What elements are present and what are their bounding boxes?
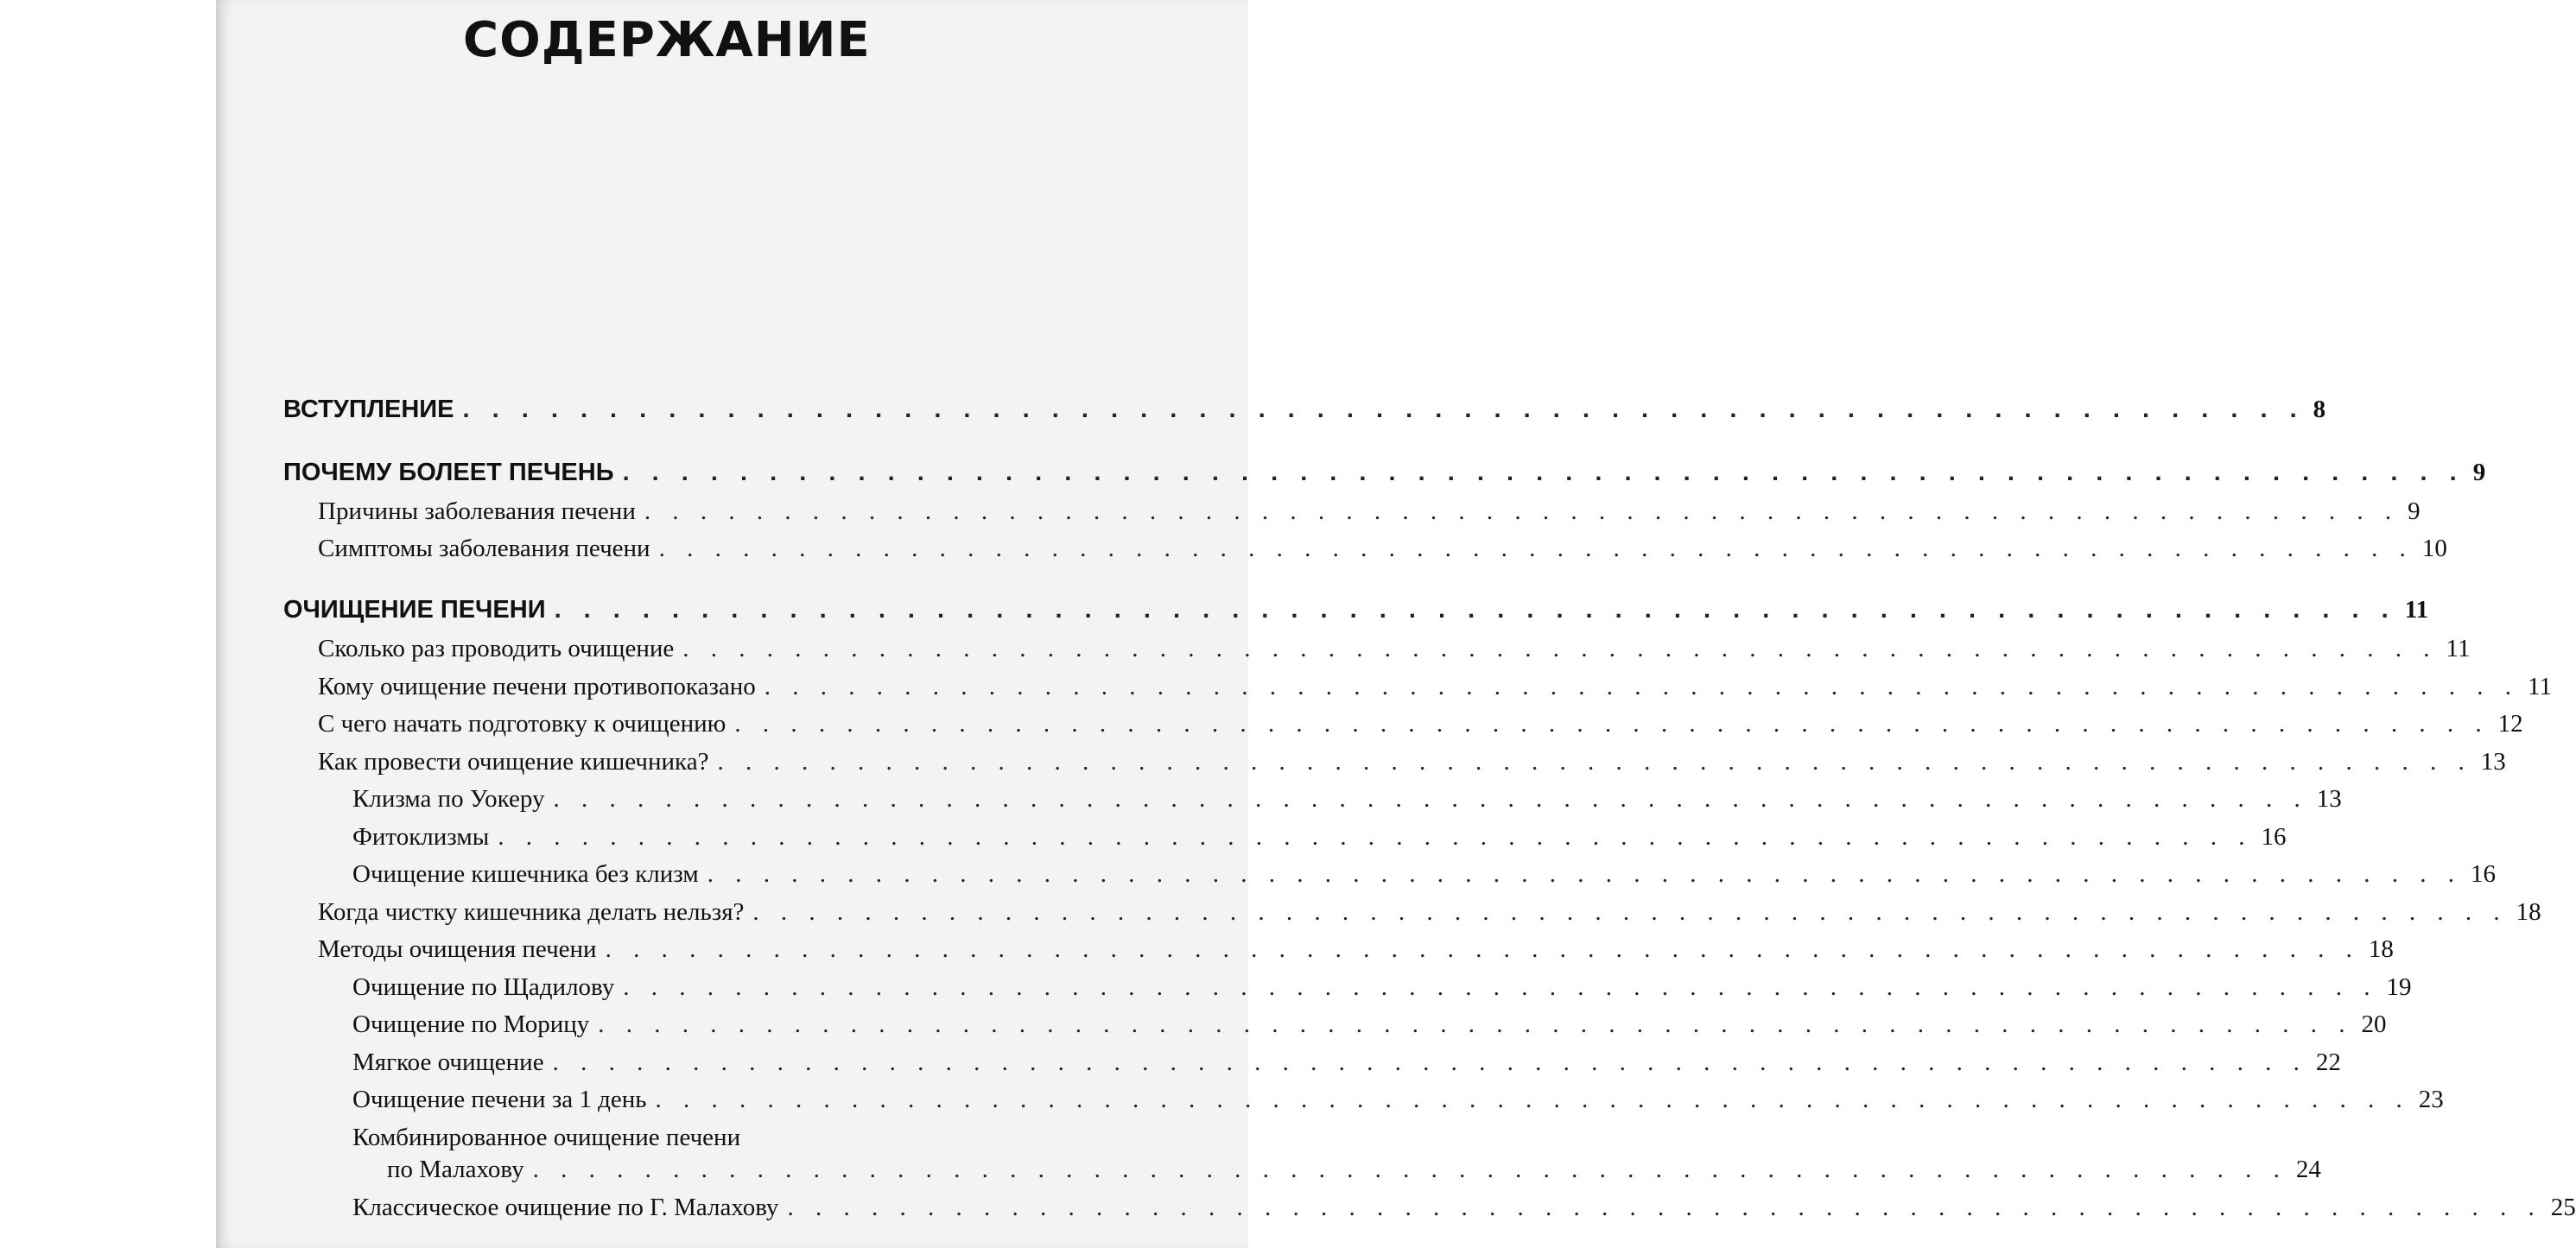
- toc-entry-label: Очищение печени за 1 день: [352, 1086, 647, 1113]
- leader-dots: . . . . . . . . . . . . . . . . . . . . . . . . . . . . . . . . . . . . . . . . . . . . . . . . . . . . . . . . . . . . . . .: [622, 459, 2465, 486]
- toc-entry-label: Мягкое очищение: [352, 1048, 544, 1076]
- toc-entry-label: Фитоклизмы: [352, 823, 490, 851]
- toc-entry-label: Очищение по Морицу: [352, 1010, 590, 1038]
- toc-entry-page: 13: [2316, 785, 2342, 813]
- toc-entry-label: Методы очищения печени: [318, 935, 597, 963]
- toc-entry-why-liver-hurts: [283, 457, 2486, 488]
- toc-entry-shchadilov: [352, 972, 2412, 1003]
- leader-dots: . . . . . . . . . . . . . . . . . . . . . . . . . . . . . . . . . . . . . . . . . . . . . . . . . . . . . . . . . . . . . . .: [554, 596, 2396, 624]
- toc-entry-walker-enema: [352, 783, 2342, 814]
- toc-entry-without-enemas: [352, 858, 2496, 890]
- toc-entry-page: 9: [2408, 497, 2421, 525]
- toc-entry-label: ОЧИЩЕНИЕ ПЕЧЕНИ: [283, 596, 546, 624]
- toc-entry-phyto-enemas: [352, 821, 2287, 852]
- toc-entry-page: 22: [2315, 1048, 2341, 1076]
- leader-dots: . . . . . . . . . . . . . . . . . . . . . . . . . . . . . . . . . . . . . . . . . . . . . . . . . . . . . . . . . . . . . . .: [682, 635, 2438, 662]
- toc-entry-page: 24: [2295, 1156, 2321, 1183]
- toc-entry-page: 11: [2404, 596, 2429, 624]
- toc-entry-causes: [318, 496, 2421, 527]
- toc-entry-label: ВСТУПЛЕНИЕ: [283, 396, 454, 423]
- leader-dots: . . . . . . . . . . . . . . . . . . . . . . . . . . . . . . . . . . . . . . . . . . . . . . . . . . . . . . . . . . . . . . .: [553, 785, 2308, 813]
- leader-dots: . . . . . . . . . . . . . . . . . . . . . . . . . . . . . . . . . . . . . . . . . . . . . . . . . . . . . . . . . . . . . . .: [644, 497, 2400, 525]
- leader-dots: . . . . . . . . . . . . . . . . . . . . . . . . . . . . . . . . . . . . . . . . . . . . . . . . . . . . . . . . . . . . . . .: [462, 396, 2305, 423]
- toc-entry-page: 11: [2528, 673, 2552, 700]
- toc-entry-liver-cleansing: [283, 594, 2429, 625]
- toc-entry-page: 9: [2472, 459, 2486, 486]
- page-title: СОДЕРЖАНИЕ: [463, 12, 871, 68]
- toc-entry-moritz: [352, 1009, 2387, 1040]
- toc-entry-page: 8: [2313, 396, 2326, 423]
- toc-entry-methods: [318, 934, 2394, 965]
- toc-entry-label: Сколько раз проводить очищение: [318, 635, 675, 662]
- toc-entry-how-many-times: [318, 633, 2471, 664]
- toc-entry-page: 23: [2418, 1086, 2444, 1113]
- toc-entry-label: по Малахову: [387, 1156, 524, 1183]
- leader-dots: . . . . . . . . . . . . . . . . . . . . . . . . . . . . . . . . . . . . . . . . . . . . . . . . . . . . . . . . . . . . . . .: [498, 823, 2253, 851]
- toc-entry-label: Очищение по Щадилову: [352, 973, 615, 1001]
- leader-dots: . . . . . . . . . . . . . . . . . . . . . . . . . . . . . . . . . . . . . . . . . . . . . . . . . . . . . . . . . . . . . . .: [598, 1010, 2353, 1038]
- toc-entry-label: Классическое очищение по Г. Малахову: [352, 1194, 779, 1221]
- toc-entry-intro: [283, 394, 2326, 425]
- leader-dots: . . . . . . . . . . . . . . . . . . . . . . . . . . . . . . . . . . . . . . . . . . . . . . . . . . . . . . . . . . . . . . .: [764, 673, 2520, 700]
- toc-entry-when-not-allowed: [318, 896, 2541, 928]
- toc-entry-page: 25: [2550, 1194, 2576, 1221]
- leader-dots: . . . . . . . . . . . . . . . . . . . . . . . . . . . . . . . . . . . . . . . . . . . . . . . . . . . . . . . . . . . . . . .: [532, 1156, 2287, 1183]
- leader-dots: . . . . . . . . . . . . . . . . . . . . . . . . . . . . . . . . . . . . . . . . . . . . . . . . . . . . . . . . . . . . . . .: [658, 535, 2414, 562]
- toc-entry-one-day: [352, 1084, 2444, 1115]
- leader-dots: . . . . . . . . . . . . . . . . . . . . . . . . . . . . . . . . . . . . . . . . . . . . . . . . . . . . . . . . . . . . . . .: [552, 1048, 2307, 1076]
- toc-entry-soft-cleansing: [352, 1047, 2341, 1078]
- toc-entry-label: Причины заболевания печени: [318, 497, 636, 525]
- leader-dots: . . . . . . . . . . . . . . . . . . . . . . . . . . . . . . . . . . . . . . . . . . . . . . . . . . . . . . . . . . . . . . .: [752, 898, 2508, 926]
- toc-entry-page: 16: [2261, 823, 2287, 851]
- toc-entry-page: 20: [2361, 1010, 2387, 1038]
- leader-dots: . . . . . . . . . . . . . . . . . . . . . . . . . . . . . . . . . . . . . . . . . . . . . . . . . . . . . . . . . . . . . . .: [605, 935, 2360, 963]
- toc-entry-preparation: [318, 708, 2523, 739]
- toc-entry-page: 12: [2497, 710, 2523, 738]
- toc-entry-page: 13: [2480, 748, 2506, 776]
- toc-entry-label: Когда чистку кишечника делать нельзя?: [318, 898, 745, 926]
- toc-entry-page: 18: [2368, 935, 2394, 963]
- toc-entry-page: 11: [2446, 635, 2471, 662]
- toc-entry-label: С чего начать подготовку к очищению: [318, 710, 726, 738]
- leader-dots: . . . . . . . . . . . . . . . . . . . . . . . . . . . . . . . . . . . . . . . . . . . . . . . . . . . . . . . . . . . . . . .: [717, 748, 2472, 776]
- toc-entry-label: Кому очищение печени противопоказано: [318, 673, 756, 700]
- leader-dots: . . . . . . . . . . . . . . . . . . . . . . . . . . . . . . . . . . . . . . . . . . . . . . . . . . . . . . . . . . . . . . .: [707, 860, 2462, 888]
- leader-dots: . . . . . . . . . . . . . . . . . . . . . . . . . . . . . . . . . . . . . . . . . . . . . . . . . . . . . . . . . . . . . . .: [655, 1086, 2410, 1113]
- toc-entry-page: 18: [2516, 898, 2541, 926]
- toc-entry-symptoms: [318, 533, 2447, 564]
- toc-entry-contraindications: [318, 671, 2552, 702]
- toc-entry-page: 19: [2386, 973, 2412, 1001]
- toc-entry-label: Клизма по Уокеру: [352, 785, 545, 813]
- toc-entry-page: 10: [2421, 535, 2447, 562]
- toc-entry-page: 16: [2470, 860, 2496, 888]
- leader-dots: . . . . . . . . . . . . . . . . . . . . . . . . . . . . . . . . . . . . . . . . . . . . . . . . . . . . . . . . . . . . . . .: [734, 710, 2490, 738]
- toc-entry-label: Очищение кишечника без клизм: [352, 860, 699, 888]
- toc-entry-label: Как провести очищение кишечника?: [318, 748, 709, 776]
- toc-entry-combined-line1: Комбинированное очищение печени: [352, 1124, 741, 1151]
- toc-entry-combined-malakhov: [387, 1154, 2321, 1185]
- toc-entry-label: Симптомы заболевания печени: [318, 535, 650, 562]
- toc-entry-classic-malakhov: [352, 1192, 2576, 1223]
- toc-entry-label: ПОЧЕМУ БОЛЕЕТ ПЕЧЕНЬ: [283, 459, 614, 486]
- toc-entry-bowel-cleansing: [318, 746, 2506, 777]
- leader-dots: . . . . . . . . . . . . . . . . . . . . . . . . . . . . . . . . . . . . . . . . . . . . . . . . . . . . . . . . . . . . . . .: [623, 973, 2378, 1001]
- leader-dots: . . . . . . . . . . . . . . . . . . . . . . . . . . . . . . . . . . . . . . . . . . . . . . . . . . . . . . . . . . . . . . .: [787, 1194, 2542, 1221]
